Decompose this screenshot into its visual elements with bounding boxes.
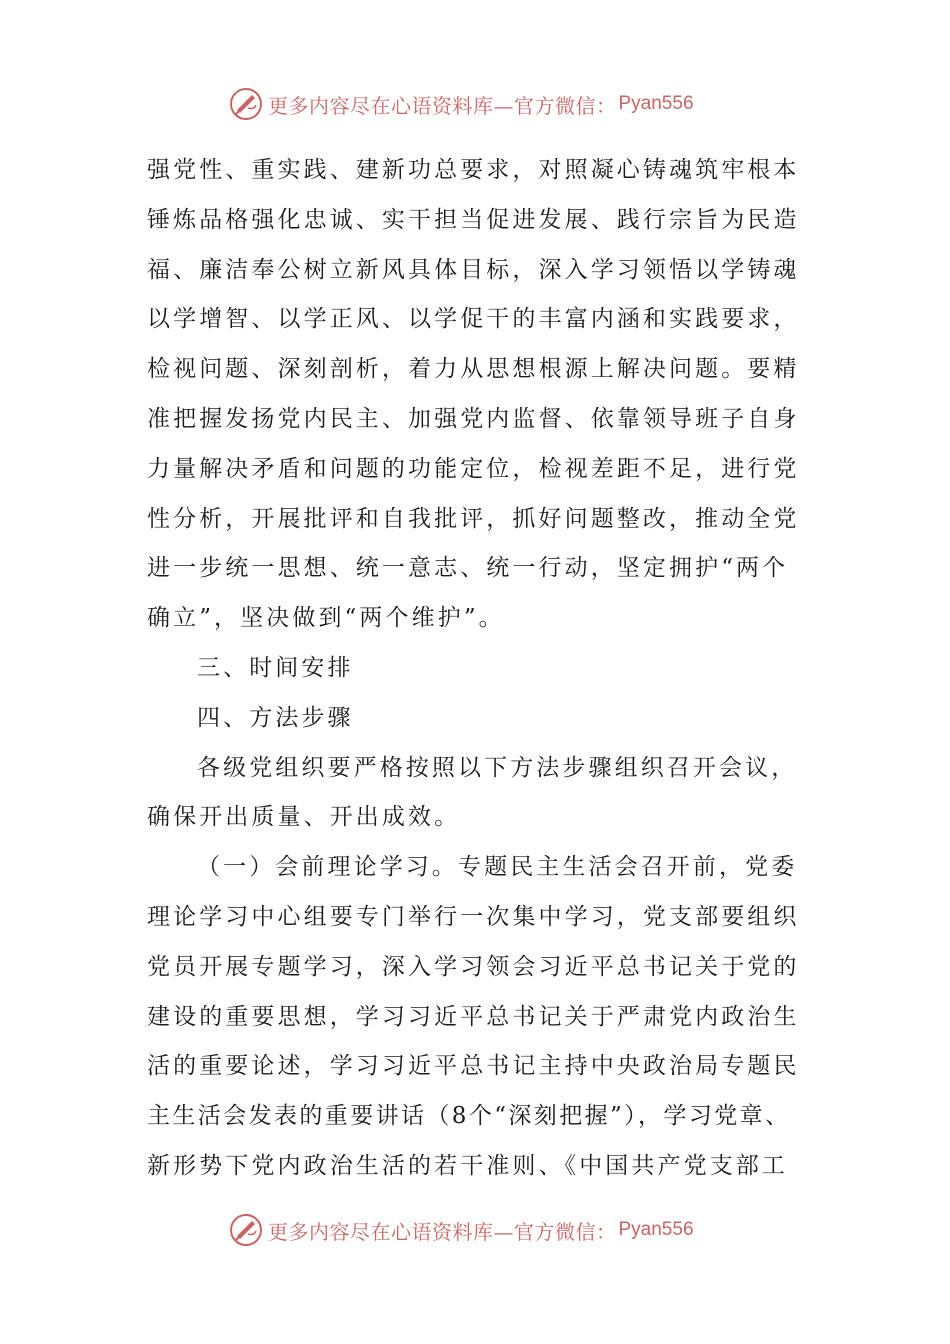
text-line: 确保开出质量、开出成效。	[147, 804, 461, 831]
text-line: 进一步统一思想、统一意志、统一行动，坚定拥护“两个	[147, 555, 789, 582]
watermark-wechat-id: Pyan556	[618, 1219, 694, 1240]
text-line: 强党性、重实践、建新功总要求，对照凝心铸魂筑牢根本	[147, 157, 800, 183]
subsection-theory-study: （一）会前理论学习。专题民主生活会召开前，党委	[197, 854, 798, 881]
watermark-text: 更多内容尽在心语资料库—官方微信：	[268, 93, 617, 118]
text-line: 活的重要论述，学习习近平总书记主持中央政治局专题民	[147, 1053, 800, 1080]
text-line: 准把握发扬党内民主、加强党内监督、依靠领导班子自身	[147, 405, 800, 432]
watermark-wechat-id: Pyan556	[618, 93, 694, 114]
text-line: 性分析，开展批评和自我批评，抓好问题整改，推动全党	[147, 505, 800, 532]
footer-watermark	[228, 1210, 694, 1250]
text-line: 锤炼品格强化忠诚、实干担当促进发展、践行宗旨为民造	[147, 206, 800, 233]
text-line: 各级党组织要严格按照以下方法步骤组织召开会议，	[197, 754, 798, 781]
section-heading-schedule: 三、时间安排	[197, 654, 354, 681]
text-line: 检视问题、深刻剖析，着力从思想根源上解决问题。要精	[147, 356, 800, 383]
document-body	[147, 146, 807, 1192]
text-line: 以学增智、以学正风、以学促干的丰富内涵和实践要求，	[147, 306, 800, 333]
pen-logo-icon	[228, 86, 264, 122]
text-line: 主生活会发表的重要讲话（8个“深刻把握”），学习党章、	[147, 1103, 791, 1130]
pen-logo-icon	[228, 1212, 264, 1248]
section-heading-methods: 四、方法步骤	[197, 704, 354, 731]
text-line: 力量解决矛盾和问题的功能定位，检视差距不足，进行党	[147, 455, 800, 482]
text-line: 理论学习中心组要专门举行一次集中学习，党支部要组织	[147, 903, 800, 930]
text-line: 新形势下党内政治生活的若干准则、《中国共产党支部工	[147, 1152, 788, 1179]
text-line: 福、廉洁奉公树立新风具体目标，深入学习领悟以学铸魂	[147, 256, 800, 283]
text-line: 确立”，坚决做到“两个维护”。	[147, 605, 505, 632]
watermark-text: 更多内容尽在心语资料库—官方微信：	[268, 1219, 617, 1244]
header-watermark	[228, 84, 694, 124]
text-line: 建设的重要思想，学习习近平总书记关于严肃党内政治生	[147, 1003, 800, 1030]
text-line: 党员开展专题学习，深入学习领会习近平总书记关于党的	[147, 953, 800, 980]
